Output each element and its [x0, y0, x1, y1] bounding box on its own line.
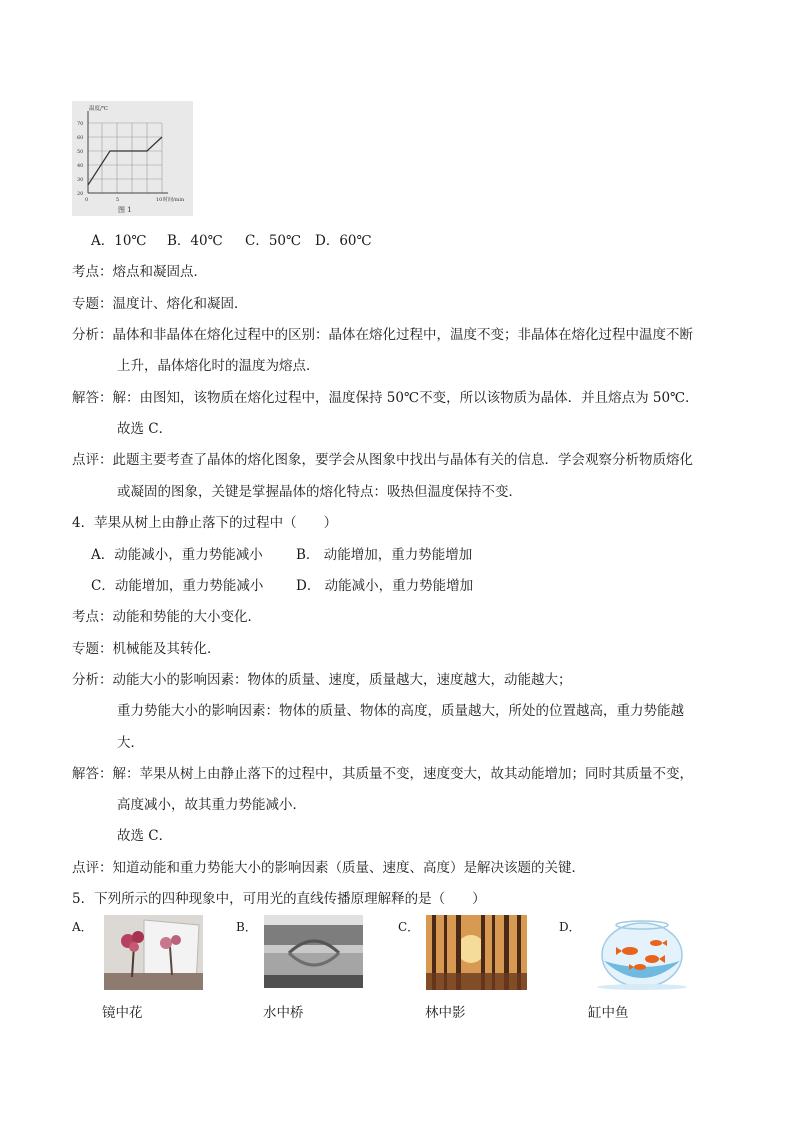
ytick-label: 60 — [77, 135, 84, 141]
q5-option-b-letter: B． — [236, 920, 257, 934]
mirror-flower-image — [104, 915, 203, 990]
forest-shadow-image — [426, 915, 527, 990]
q5-option-d-letter: D． — [559, 920, 581, 934]
q3-zhuanti: 专题：温度计、熔化和凝固． — [72, 296, 248, 312]
ytick-label: 70 — [77, 121, 84, 127]
melting-graph — [72, 101, 193, 216]
q3-option-d: D．60℃ — [315, 233, 372, 249]
q4-jieda-line3: 故选 C． — [117, 828, 173, 844]
ytick-label: 30 — [77, 177, 84, 183]
q3-fenxi-line2: 上升，晶体熔化时的温度为熔点． — [117, 358, 320, 374]
ytick-label: 40 — [77, 163, 84, 169]
q3-kaodian: 考点：熔点和凝固点． — [72, 264, 207, 280]
q5-option-d-label: 缸中鱼 — [588, 1005, 629, 1021]
xtick-label: 10 — [156, 197, 163, 203]
q4-stem: 4．苹果从树上由静止落下的过程中（ ） — [72, 515, 338, 531]
q3-jieda: 解答：解：由图知，该物质在熔化过程中，温度保持 50℃不变，所以该物质为晶体．并且熔点为 50℃． — [72, 390, 699, 406]
q4-kaodian: 考点：动能和势能的大小变化． — [72, 609, 261, 625]
q5-option-a-label: 镜中花 — [102, 1005, 143, 1021]
q4-zhuanti: 专题：机械能及其转化． — [72, 641, 221, 657]
q5-option-b-label: 水中桥 — [263, 1005, 304, 1021]
q3-option-a: A．10℃ — [91, 233, 147, 249]
q3-jieda-line2: 故选 C． — [117, 421, 173, 437]
q3-option-b: B．40℃ — [167, 233, 223, 249]
q4-fenxi-line2: 重力势能大小的影响因素：物体的质量、物体的高度，质量越大，所处的位置越高，重力势能越 — [117, 703, 684, 719]
q3-option-c: C．50℃ — [245, 233, 302, 249]
q3-fenxi: 分析：晶体和非晶体在熔化过程中的区别：晶体在熔化过程中，温度不变；非晶体在熔化过程中温度不断 — [72, 327, 693, 343]
bridge-in-water-image — [264, 915, 363, 988]
q5-option-a-letter: A． — [72, 920, 93, 934]
q4-jieda: 解答：解：苹果从树上由静止落下的过程中，其质量不变，速度变大，故其动能增加；同时其质量不变， — [72, 766, 693, 782]
xtick-label: 5 — [116, 197, 120, 203]
ytick-label: 20 — [77, 191, 84, 197]
q4-fenxi: 分析：动能大小的影响因素：物体的质量、速度，质量越大，速度越大，动能越大； — [72, 672, 572, 688]
figure-caption: 图 1 — [118, 206, 132, 214]
graph-ylabel: 温度/℃ — [89, 106, 109, 112]
ytick-label: 50 — [77, 149, 84, 155]
q3-options — [91, 229, 372, 249]
q4-option-b: B． 动能增加，重力势能增加 — [296, 547, 473, 563]
fish-bowl-image — [590, 915, 695, 990]
q3-dianping: 点评：此题主要考查了晶体的熔化图象，要学会从图象中找出与晶体有关的信息．学会观察分析物质熔化 — [72, 452, 693, 468]
xtick-label: 0 — [85, 197, 89, 203]
q4-jieda-line2: 高度减小，故其重力势能减小． — [117, 797, 306, 813]
q5-stem: 5．下列所示的四种现象中，可用光的直线传播原理解释的是（ ） — [72, 891, 486, 907]
graph-xlabel: 时间/min — [163, 197, 185, 203]
melting-graph-figure — [72, 101, 193, 216]
q4-option-a: A．动能减小，重力势能减小 — [91, 547, 263, 563]
q5-option-c-letter: C． — [398, 920, 420, 934]
q3-dianping-line2: 或凝固的图象，关键是掌握晶体的熔化特点：吸热但温度保持不变． — [117, 484, 522, 500]
q5-option-c-label: 林中影 — [425, 1005, 466, 1021]
q4-dianping: 点评：知道动能和重力势能大小的影响因素（质量、速度、高度）是解决该题的关键． — [72, 860, 585, 876]
q4-fenxi-line3: 大． — [117, 735, 144, 751]
q4-option-d: D． 动能减小，重力势能增加 — [296, 578, 474, 594]
q4-option-c: C．动能增加，重力势能减小 — [91, 578, 264, 594]
